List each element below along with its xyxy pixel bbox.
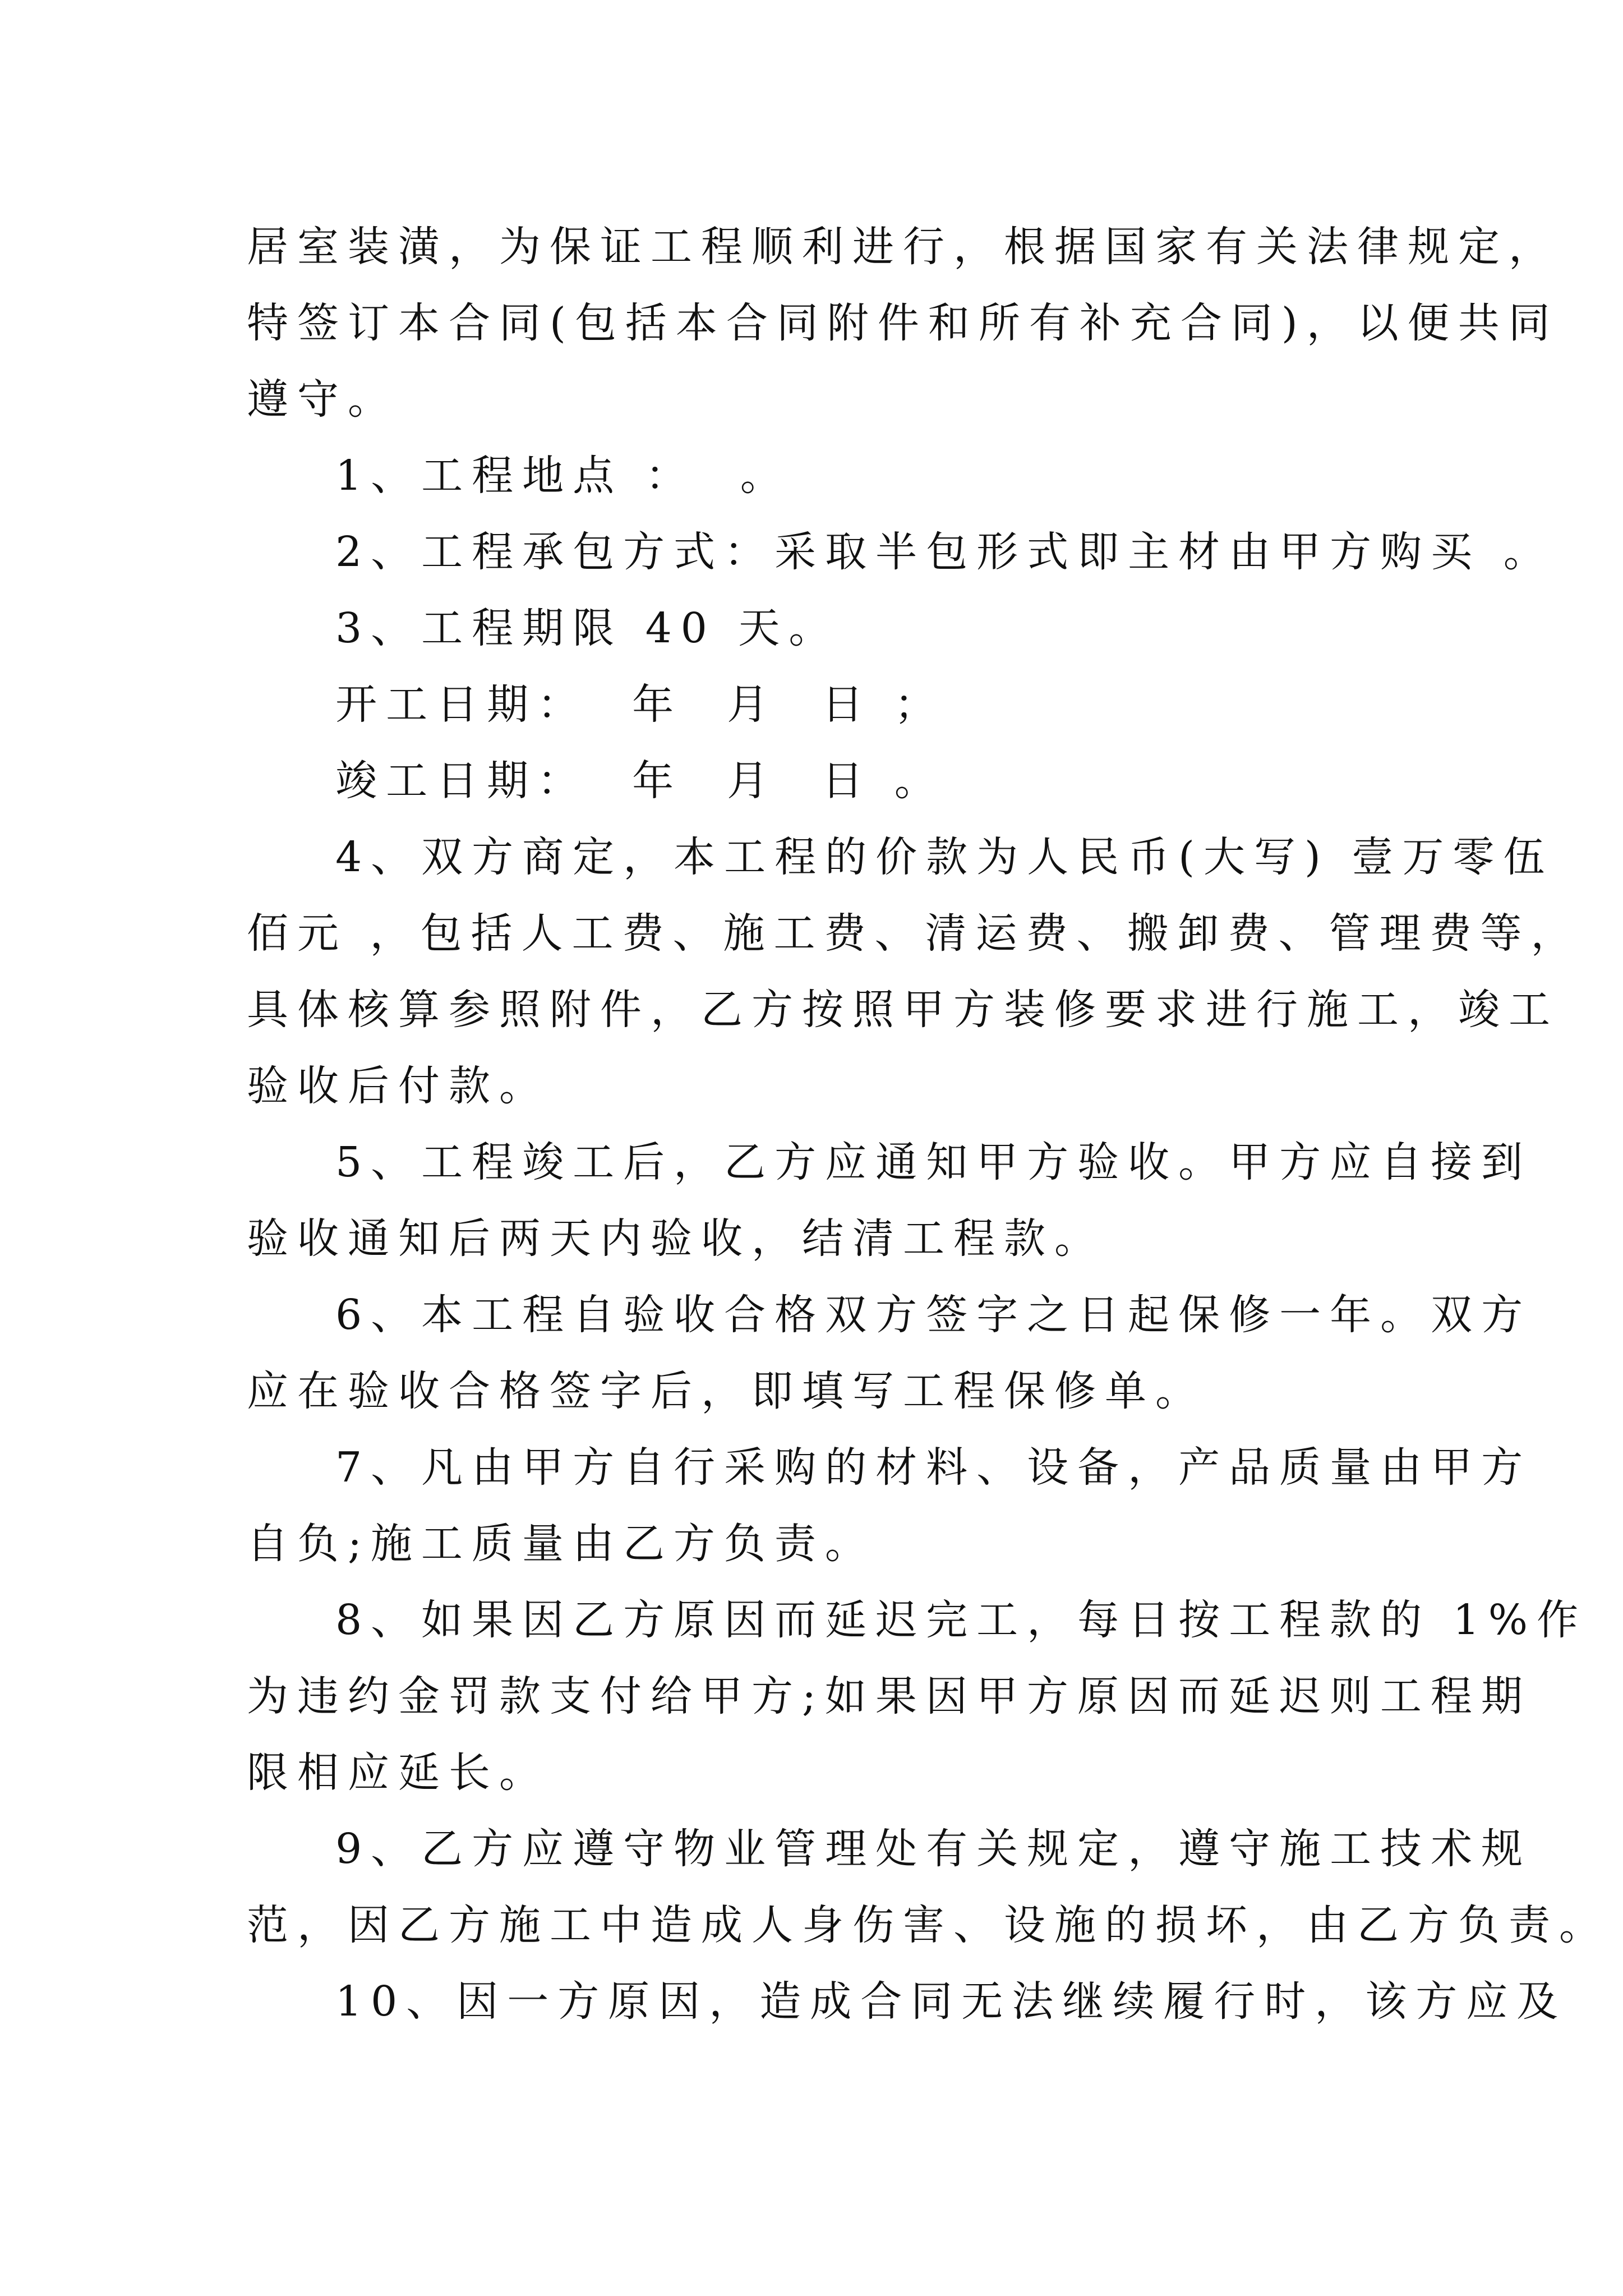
completion-date-line: 竣工日期： 年 月 日 。: [247, 757, 945, 805]
text-line: 自负;施工质量由乙方负责。: [247, 1520, 875, 1568]
document-body: [247, 209, 1610, 2040]
clause-10-breach: 10、因一方原因，造成合同无法继续履行时，该方应及: [247, 1977, 1567, 2026]
clause-2-contract-method: 2、工程承包方式：采取半包形式即主材由甲方购买 。: [247, 528, 1554, 576]
text-line: 遵守。: [247, 375, 398, 424]
clause-8-delay-penalty: 8、如果因乙方原因而延迟完工，每日按工程款的 1%作: [247, 1596, 1588, 1644]
text-line: 验收后付款。: [247, 1062, 550, 1110]
text-line: 佰元 ，包括人工费、施工费、清运费、搬卸费、管理费等，: [247, 909, 1581, 958]
text-line: 居室装潢，为保证工程顺利进行，根据国家有关法律规定，: [247, 223, 1559, 271]
clause-6-warranty: 6、本工程自验收合格双方签字之日起保修一年。双方: [247, 1291, 1532, 1339]
text-line: 应在验收合格签字后，即填写工程保修单。: [247, 1367, 1206, 1415]
clause-9-regulations: 9、乙方应遵守物业管理处有关规定，遵守施工技术规: [247, 1825, 1532, 1873]
text-line: 限相应延长。: [247, 1749, 550, 1797]
text-line: 范，因乙方施工中造成人身伤害、设施的损坏，由乙方负责。: [247, 1901, 1610, 1949]
text-line: 为违约金罚款支付给甲方;如果因甲方原因而延迟则工程期: [247, 1672, 1532, 1720]
text-line: 特签订本合同(包括本合同附件和所有补充合同)，以便共同: [247, 299, 1559, 347]
clause-7-materials: 7、凡由甲方自行采购的材料、设备，产品质量由甲方: [247, 1443, 1532, 1492]
clause-3-duration: 3、工程期限 40 天。: [247, 604, 840, 652]
start-date-line: 开工日期： 年 月 日 ；: [247, 680, 945, 729]
text-line: 验收通知后两天内验收，结清工程款。: [247, 1214, 1105, 1263]
clause-1-location: 1、工程地点 ： 。: [247, 452, 791, 500]
clause-5-acceptance: 5、工程竣工后，乙方应通知甲方验收。甲方应自接到: [247, 1138, 1532, 1186]
clause-4-price: 4、双方商定，本工程的价款为人民币(大写) 壹万零伍: [247, 833, 1554, 881]
text-line: 具体核算参照附件，乙方按照甲方装修要求进行施工，竣工: [247, 986, 1559, 1034]
